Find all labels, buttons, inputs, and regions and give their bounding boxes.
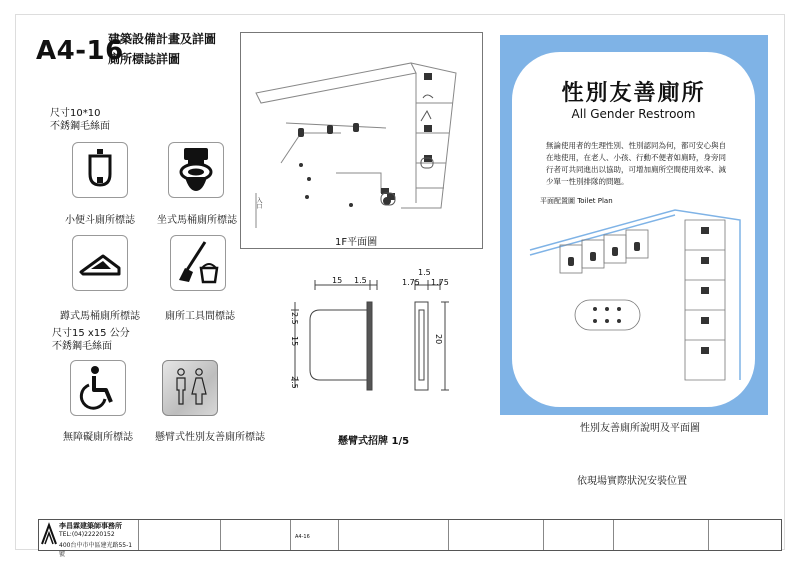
all-gender-sign — [162, 360, 218, 416]
title-block-remark-cell-1 — [614, 520, 709, 550]
title-block-revision-cell — [449, 520, 544, 550]
toilet-caption: 坐式馬桶廁所標誌 — [157, 215, 237, 226]
title-block-project-cell — [139, 520, 221, 550]
firm-address: 400台中市中區建光路55-1號 — [59, 542, 133, 558]
size-note-2-size: 尺寸15 x15 公分 — [52, 328, 130, 339]
sheet-number: A4-16 — [295, 534, 310, 540]
size-note-2 — [52, 327, 130, 353]
accessible-caption: 無障礙廁所標誌 — [63, 432, 133, 443]
dim-left-2-5a: 2.5 — [290, 312, 299, 325]
title-block-drawing-cell — [339, 520, 449, 550]
squat-toilet-caption: 蹲式馬桶廁所標誌 — [60, 311, 140, 322]
entrance-label: 入口 — [255, 197, 262, 209]
firm-logo — [41, 523, 57, 545]
firm-name: 李昌霖建築師事務所 — [59, 522, 122, 530]
dim-width-15: 15 — [332, 276, 343, 285]
dim-top-1-75a: 1.75 — [402, 278, 420, 287]
gender-sign-title: 性別友善廁所 — [561, 81, 706, 106]
janitor-sign — [170, 235, 226, 291]
toilet-sign — [168, 142, 224, 198]
size-note-1-material: 不銹鋼毛絲面 — [50, 121, 110, 132]
drawing-title: 建築設備計畫及詳圖 — [108, 32, 217, 46]
dim-right-20: 20 — [434, 334, 443, 345]
all-gender-icon — [163, 361, 217, 415]
title-block-remark-cell-2 — [709, 520, 781, 550]
title-block-legend-cell — [544, 520, 614, 550]
mop-bucket-icon — [171, 236, 225, 290]
urinal-caption: 小便斗廁所標誌 — [65, 215, 135, 226]
dim-width-1-5: 1.5 — [354, 276, 367, 285]
size-note-2-material: 不銹鋼毛絲面 — [52, 341, 112, 352]
gender-sign-caption: 性別友善廁所說明及平面圖 — [580, 423, 700, 434]
gender-sign-plan — [525, 205, 750, 400]
urinal-icon — [73, 143, 127, 197]
title-block — [38, 519, 782, 558]
all-gender-caption: 懸臂式性別友善廁所標誌 — [155, 432, 265, 443]
gender-sign-plan-label: 平面配置圖 Toilet Plan — [540, 197, 613, 205]
size-note-1 — [50, 107, 110, 133]
bracket-sign-caption: 懸臂式招牌 1/5 — [338, 436, 410, 447]
title-block-sheet-cell — [291, 520, 339, 550]
squat-toilet-sign — [72, 235, 128, 291]
accessible-sign — [70, 360, 126, 416]
dim-left-2-5b: 2.5 — [290, 376, 299, 389]
title-block-firm-cell — [39, 520, 139, 558]
squat-toilet-icon — [73, 236, 127, 290]
size-note-1-size: 尺寸10*10 — [50, 108, 101, 119]
floor-plan-caption: 1F平面圖 — [335, 237, 378, 248]
toilet-icon — [169, 143, 223, 197]
firm-tel: TEL:(04)22220152 — [59, 531, 115, 538]
drawing-subtitle: 廁所標誌詳圖 — [108, 52, 181, 66]
wheelchair-icon — [71, 361, 125, 415]
gender-sign-description: 無論使用者的生理性別、性別認同為何，都可安心與自在地使用，在老人、小孩、行動不便者如廁時，身旁同行者可共同進出以協助，可增加廁所空間使用效率、減少單一性別排隊的問題。 — [546, 141, 726, 186]
dim-top-1-5: 1.5 — [418, 268, 431, 277]
dim-left-15: 15 — [290, 336, 299, 347]
gender-sign-subtitle: All Gender Restroom — [571, 107, 696, 121]
urinal-sign — [72, 142, 128, 198]
floor-plan-frame — [240, 32, 483, 249]
title-block-notes-cell — [221, 520, 291, 550]
dim-top-1-75b: 1.75 — [431, 278, 449, 287]
drawing-code: A4-16 — [36, 36, 124, 66]
janitor-caption: 廁所工具間標誌 — [165, 311, 235, 322]
floor-plan-drawing — [241, 33, 482, 248]
install-note: 依現場實際狀況安裝位置 — [577, 476, 687, 487]
